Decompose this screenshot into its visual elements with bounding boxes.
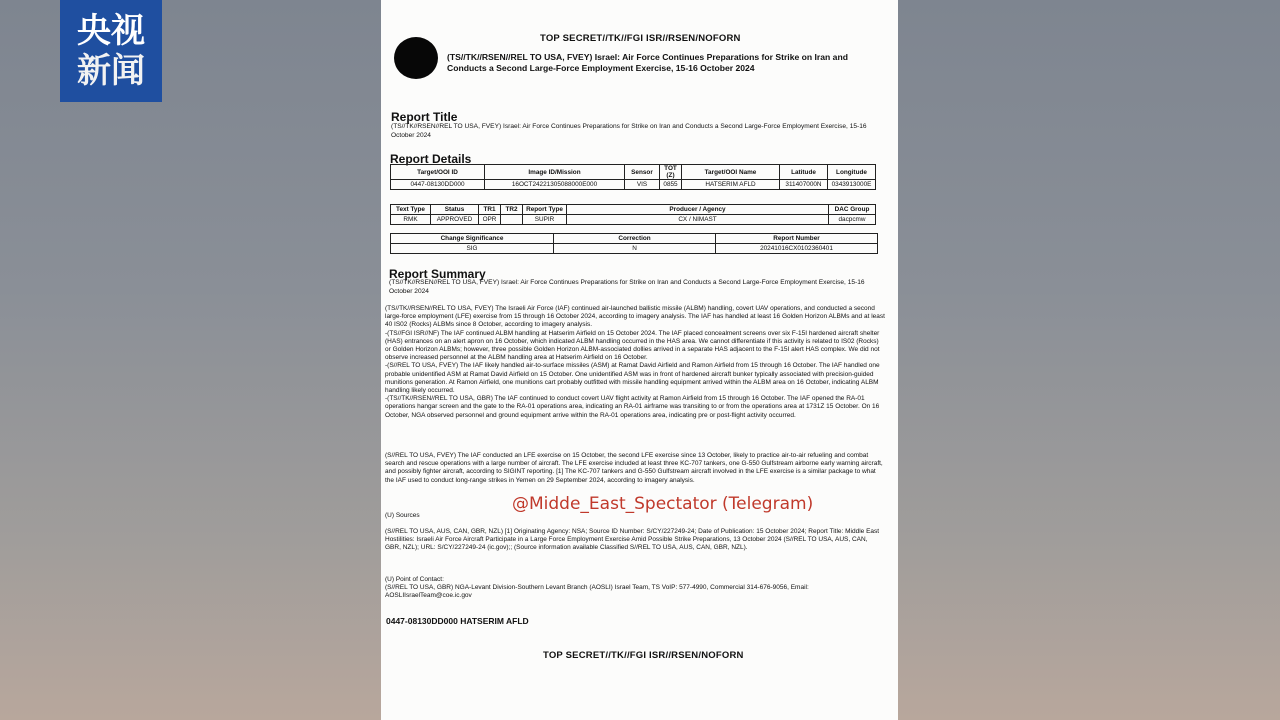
table-header-cell: Status (431, 205, 479, 215)
table-header-cell: Target/OOI ID (391, 165, 485, 180)
summary-body (385, 305, 885, 420)
table-cell: 0447-08130DD000 (391, 180, 485, 190)
table-row (391, 180, 876, 190)
table-row (391, 215, 876, 225)
table-cell: N (554, 244, 716, 254)
report-summary-heading: Report Summary (389, 267, 486, 281)
table-header-cell: DAC Group (829, 205, 876, 215)
table-header-cell: Latitude (780, 165, 828, 180)
table-header-cell: Image ID/Mission (485, 165, 625, 180)
table-header-row (391, 165, 876, 180)
summary-paragraph: (TS//TK//RSEN//REL TO USA, FVEY) The Israeli Air Force (IAF) continued air-launched ballistic missile (ALBM) handling, covert UAV operations, and conducted a second large-force employment (LFE) exercise from 15 through 16 October 2024, according to imagery analysis. The IAF has handled at least 16 Golden Horizon ALBMs and at least 40 IS02 (Rocks) ALBMs since 8 October, according to imagery analysis. (385, 305, 885, 329)
summary-paragraph: -(TS//TK//RSEN//REL TO USA, GBR) The IAF continued to conduct covert UAV flight activity at Ramon Airfield from 15 through 16 October. The IAF opened the RA-01 operations hangar screen and the gate to the RA-01 operations area, indicating an RA-01 airframe was transiting to or from the operations area at 1731Z 15 October. On 16 October, NGA observed personnel and ground equipment arrive within the RA-01 operations area, indicating pre or post-flight activity occurred. (385, 395, 880, 419)
table-cell: OPR (479, 215, 501, 225)
summary-intro: (TS//TK//RSEN//REL TO USA, FVEY) Israel: Air Force Continues Preparations for Strike on Iran and Conducts a Second Large-Force Employment Exercise, 15-16 October 2024 (389, 279, 865, 295)
table-header-cell: Text Type (391, 205, 431, 215)
table-header-cell: Correction (554, 234, 716, 244)
table-cell: APPROVED (431, 215, 479, 225)
table-cell: HATSERIM AFLD (682, 180, 780, 190)
details-table-3 (390, 233, 878, 254)
classification-banner-bottom: TOP SECRET//TK//FGI ISR//RSEN/NOFORN (543, 650, 744, 661)
header-title: (TS//TK//RSEN//REL TO USA, FVEY) Israel: Air Force Continues Preparations for Strike on Iran and Conducts a Second Large-Force Employment Exercise, 15-16 October 2024 (447, 52, 848, 73)
report-title-text: (TS//TK//RSEN//REL TO USA, FVEY) Israel: Air Force Continues Preparations for Strike on Iran and Conducts a Second Large-Force Employment Exercise, 15-16 October 2024 (391, 123, 867, 139)
table-header-cell: Report Type (523, 205, 567, 215)
details-table-1 (390, 164, 876, 190)
cctv-news-logo (60, 0, 162, 102)
table-header-cell: Change Significance (391, 234, 554, 244)
table-cell: VIS (625, 180, 660, 190)
table-cell: SUPIR (523, 215, 567, 225)
table-header-row (391, 234, 878, 244)
footer-target-id: 0447-08130DD000 HATSERIM AFLD (386, 616, 529, 626)
sources-label: (U) Sources (385, 512, 420, 519)
telegram-watermark: @Midde_East_Spectator (Telegram) (512, 494, 814, 514)
table-header-cell: Sensor (625, 165, 660, 180)
table-row (391, 244, 878, 254)
table-header-cell: TR2 (501, 205, 523, 215)
table-header-row (391, 205, 876, 215)
table-cell: 20241016CX0102360401 (716, 244, 878, 254)
table-cell: 16OCT24221305088000E000 (485, 180, 625, 190)
report-details-heading: Report Details (390, 152, 472, 166)
table-header-cell: Report Number (716, 234, 878, 244)
summary-lfe-paragraph: (S//REL TO USA, FVEY) The IAF conducted an LFE exercise on 15 October, the second LFE exercise since 13 October, likely to practice air-to-air refueling and combat search and rescue operations with a large number of aircraft. The LFE exercise included at least three KC-707 tankers, one G-550 Gulfstream airborne early warning aircraft, and possibly fighter aircraft, according to SIGINT reporting. [1] The KC-707 tankers and G-550 Gulfstream aircraft involved in the LFE exercise is a similar package to what the IAF used to conduct long-range strikes in Yemen on 29 September 2024, according to imagery analysis. (385, 452, 883, 484)
table-header-cell: TR1 (479, 205, 501, 215)
table-header-cell: Producer / Agency (567, 205, 829, 215)
logo-line1: 央视 (77, 11, 145, 51)
logo-line2: 新闻 (77, 51, 145, 91)
document-page (381, 0, 898, 720)
classification-banner-top: TOP SECRET//TK//FGI ISR//RSEN/NOFORN (540, 33, 741, 44)
sources-text: (S//REL TO USA, AUS, CAN, GBR, NZL) [1] Originating Agency: NSA; Source ID Number: S/CY/227249-24; Date of Publication: 15 October 2024; Report Title: Middle East Hostilities: Israeli Air Force Aircraft Participate in a Large Force Employment Exercise Amid Possible Strike Preparations, 13 October 2024 (S//REL TO USA, AUS, CAN, GBR, NZL); URL: S/CY/227249-24 (ic.gov);; (Source information available Classified S//REL TO USA, AUS, CAN, GBR, NZL). (385, 528, 880, 552)
summary-paragraph: -(S//REL TO USA, FVEY) The IAF likely handled air-to-surface missiles (ASM) at Ramat David Airfield and Ramon Airfield from 15 through 16 October. The IAF handled one probable unidentified ASM at Ramat David Airfield on 15 October. One unidentified ASM was in front of hardened aircraft bunker typically associated with precision-guided munitions generation. At Ramon Airfield, one munitions cart probably outfitted with missile handling equipment arrived within the ALBM area on 16 October, indicating ALBM handling likely occurred. (385, 362, 880, 395)
details-table-2 (390, 204, 876, 225)
redaction-mark (394, 37, 438, 79)
table-cell: RMK (391, 215, 431, 225)
report-title-heading: Report Title (391, 110, 458, 124)
table-header-cell: TOT (Z) (660, 165, 682, 180)
table-cell: SIG (391, 244, 554, 254)
poc-label: (U) Point of Contact: (385, 576, 444, 583)
table-header-cell: Longitude (828, 165, 876, 180)
table-header-cell: Target/OOI Name (682, 165, 780, 180)
table-cell: 0343913000E (828, 180, 876, 190)
table-cell: dacpcmw (829, 215, 876, 225)
table-cell: 0855 (660, 180, 682, 190)
table-cell: CX / NIMAST (567, 215, 829, 225)
table-cell (501, 215, 523, 225)
summary-paragraph: -(TS//FGI ISR//NF) The IAF continued ALBM handling at Hatserim Airfield on 15 October 2024. The IAF placed concealment screens over six F-15I hardened aircraft shelter (HAS) entrances on an alert apron on 16 October, which indicated ALBM handling occurred in the HAS area. We cannot differentiate if this activity is related to IS02 (Rocks) or Golden Horizon ALBMs; however, three possible Golden Horizon ALBM-associated dollies arrived in a separate HAS adjacent to the F-15I alert HAS complex. We did not observe increased personnel at the ALBM handling area at Hatserim Airfield on 16 October. (385, 329, 880, 362)
table-cell: 311407000N (780, 180, 828, 190)
poc-text: (S//REL TO USA, GBR) NGA-Levant Division-Southern Levant Branch (AOSLI) Israel Team, TS VoIP: 577-4990, Commercial 314-676-9056, Email: AOSLIIsraelTeam@coe.ic.gov (385, 584, 809, 600)
